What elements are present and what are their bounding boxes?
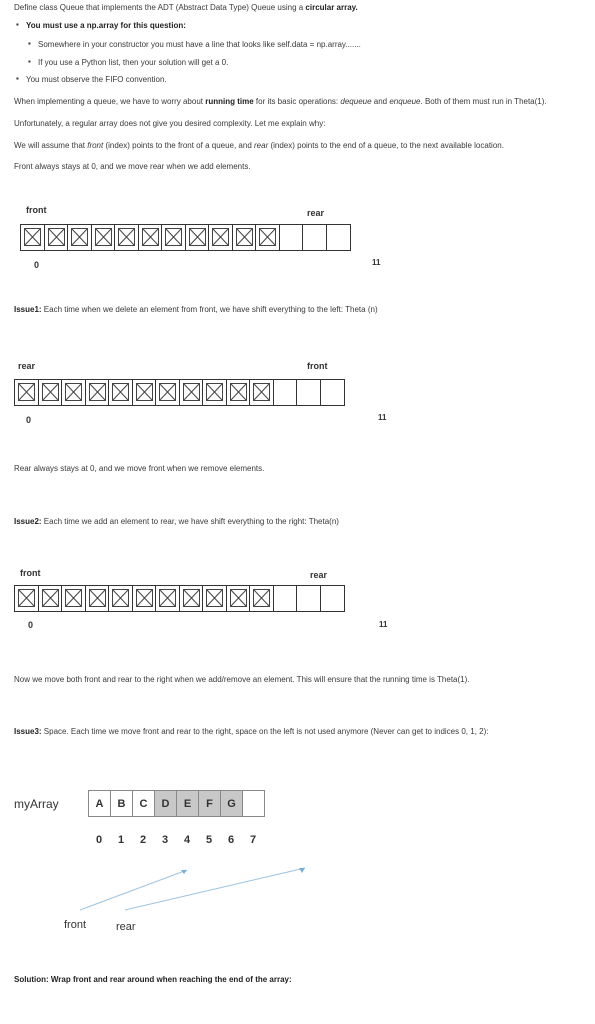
occupied-cell bbox=[44, 224, 69, 251]
crossed-box-icon bbox=[212, 228, 229, 246]
crossed-box-icon bbox=[18, 589, 35, 607]
occupied-cell bbox=[202, 585, 227, 612]
front-label: front bbox=[20, 568, 41, 578]
crossed-box-icon bbox=[136, 383, 153, 401]
paragraph-unfortunately: Unfortunately, a regular array does not give you desired complexity. Let me explain why: bbox=[14, 119, 326, 128]
my-array-label: myArray bbox=[14, 797, 59, 811]
index-0: 0 bbox=[26, 415, 32, 425]
pointer-arrows bbox=[0, 785, 595, 945]
crossed-box-icon bbox=[18, 383, 35, 401]
sub-bullet-constructor: ▪ Somewhere in your constructor you must have a line that looks like self.data = np.array....... bbox=[38, 40, 361, 49]
issue2-line bbox=[14, 517, 339, 526]
empty-cell bbox=[320, 379, 345, 406]
crossed-box-icon bbox=[42, 589, 59, 607]
occupied-cell bbox=[61, 379, 86, 406]
p3-text-2: (index) points to the front of a queue, and bbox=[103, 141, 254, 150]
occupied-cell bbox=[132, 585, 157, 612]
occupied-cell bbox=[85, 379, 110, 406]
empty-cell bbox=[273, 379, 298, 406]
crossed-box-icon bbox=[259, 228, 276, 246]
crossed-box-icon bbox=[236, 228, 253, 246]
solution-line: Solution: Wrap front and rear around when reaching the end of the array: bbox=[14, 975, 292, 984]
empty-cell bbox=[326, 224, 351, 251]
crossed-box-icon bbox=[42, 383, 59, 401]
my-array-cell: G bbox=[220, 790, 243, 817]
occupied-cell bbox=[249, 585, 274, 612]
empty-cell bbox=[279, 224, 304, 251]
occupied-cell bbox=[14, 379, 39, 406]
array-cells bbox=[14, 585, 343, 612]
occupied-cell bbox=[155, 379, 180, 406]
crossed-box-icon bbox=[65, 589, 82, 607]
my-array-index: 1 bbox=[117, 834, 125, 846]
occupied-cell bbox=[114, 224, 139, 251]
index-11: 11 bbox=[379, 620, 388, 629]
index-0: 0 bbox=[28, 620, 34, 630]
front-pointer-label: front bbox=[64, 919, 87, 931]
my-array-index: 0 bbox=[95, 834, 103, 846]
rear-pointer-label: rear bbox=[116, 921, 136, 933]
crossed-box-icon bbox=[71, 228, 88, 246]
crossed-box-icon bbox=[118, 228, 135, 246]
occupied-cell bbox=[155, 585, 180, 612]
rear-label: rear bbox=[18, 361, 36, 371]
paragraph-running-time bbox=[14, 97, 547, 106]
occupied-cell bbox=[232, 224, 257, 251]
occupied-cell bbox=[132, 379, 157, 406]
my-array-index: 5 bbox=[205, 834, 213, 846]
my-array-cell: C bbox=[132, 790, 155, 817]
issue2-label: Issue2: bbox=[14, 517, 42, 526]
occupied-cell bbox=[38, 585, 63, 612]
p1-text-2: for its basic operations: bbox=[253, 97, 341, 106]
crossed-box-icon bbox=[183, 383, 200, 401]
occupied-cell bbox=[179, 379, 204, 406]
crossed-box-icon bbox=[189, 228, 206, 246]
my-array-cell: E bbox=[176, 790, 199, 817]
empty-cell bbox=[273, 585, 298, 612]
crossed-box-icon bbox=[159, 383, 176, 401]
empty-cell bbox=[296, 379, 321, 406]
crossed-box-icon bbox=[159, 589, 176, 607]
occupied-cell bbox=[249, 379, 274, 406]
empty-cell bbox=[320, 585, 345, 612]
front-label: front bbox=[307, 361, 328, 371]
my-array-index: 6 bbox=[227, 834, 235, 846]
running-time-emphasis: running time bbox=[205, 97, 254, 106]
array-cells bbox=[14, 379, 343, 406]
issue3-line bbox=[14, 727, 488, 736]
queue-diagram-1 bbox=[0, 200, 595, 280]
occupied-cell bbox=[61, 585, 86, 612]
crossed-box-icon bbox=[183, 589, 200, 607]
occupied-cell bbox=[14, 585, 39, 612]
bullet-fifo: ▪ You must observe the FIFO convention. bbox=[26, 75, 167, 84]
occupied-cell bbox=[91, 224, 116, 251]
rear-term: rear bbox=[254, 141, 269, 150]
my-array-cell: F bbox=[198, 790, 221, 817]
bullet-np-array: ▪ You must use a np.array for this question: bbox=[26, 21, 186, 30]
crossed-box-icon bbox=[48, 228, 65, 246]
array-cells bbox=[20, 224, 349, 251]
crossed-box-icon bbox=[230, 589, 247, 607]
issue1-text: Each time when we delete an element from front, we have shift everything to the left: Theta (n) bbox=[41, 305, 378, 314]
intro-text: Define class Queue that implements the ADT (Abstract Data Type) Queue using a bbox=[14, 3, 306, 12]
front-label: front bbox=[26, 205, 47, 215]
occupied-cell bbox=[208, 224, 233, 251]
occupied-cell bbox=[20, 224, 45, 251]
occupied-cell bbox=[67, 224, 92, 251]
index-11: 11 bbox=[378, 413, 387, 422]
p1-text-3: and bbox=[371, 97, 390, 106]
empty-cell bbox=[296, 585, 321, 612]
rear-arrowhead bbox=[299, 868, 305, 873]
rear-label: rear bbox=[307, 208, 325, 218]
occupied-cell bbox=[38, 379, 63, 406]
my-array-index: 3 bbox=[161, 834, 169, 846]
my-array-cell: B bbox=[110, 790, 133, 817]
move-both-note: Now we move both front and rear to the right when we add/remove an element. This will ensure that the running time is Theta(1). bbox=[14, 675, 470, 684]
crossed-box-icon bbox=[253, 383, 270, 401]
paragraph-front-stays: Front always stays at 0, and we move rear when we add elements. bbox=[14, 162, 251, 171]
p1-text: When implementing a queue, we have to worry about bbox=[14, 97, 206, 106]
crossed-box-icon bbox=[112, 383, 129, 401]
p3-text: We will assume that bbox=[14, 141, 88, 150]
my-array-cell: A bbox=[88, 790, 111, 817]
issue1-line bbox=[14, 305, 378, 314]
crossed-box-icon bbox=[95, 228, 112, 246]
intro-line bbox=[14, 3, 358, 12]
front-term: front bbox=[87, 141, 104, 150]
p1-text-4: . Both of them must run in Theta(1). bbox=[420, 97, 547, 106]
queue-diagram-3 bbox=[0, 562, 595, 642]
my-array-diagram bbox=[0, 785, 595, 945]
index-11: 11 bbox=[372, 258, 381, 267]
rear-stays-note: Rear always stays at 0, and we move front when we remove elements. bbox=[14, 464, 265, 473]
rear-label: rear bbox=[310, 570, 328, 580]
crossed-box-icon bbox=[230, 383, 247, 401]
occupied-cell bbox=[226, 585, 251, 612]
crossed-box-icon bbox=[136, 589, 153, 607]
sub-bullet-python-list: ▪ If you use a Python list, then your solution will get a 0. bbox=[38, 58, 228, 67]
paragraph-assumption bbox=[14, 141, 504, 150]
occupied-cell bbox=[179, 585, 204, 612]
occupied-cell bbox=[185, 224, 210, 251]
p3-text-3: (index) points to the end of a queue, to the next available location. bbox=[268, 141, 504, 150]
rear-arrow bbox=[125, 868, 305, 910]
queue-diagram-2 bbox=[0, 355, 595, 435]
my-array-index: 4 bbox=[183, 834, 191, 846]
occupied-cell bbox=[138, 224, 163, 251]
crossed-box-icon bbox=[24, 228, 41, 246]
occupied-cell bbox=[161, 224, 186, 251]
front-arrow bbox=[80, 870, 187, 910]
crossed-box-icon bbox=[89, 589, 106, 607]
occupied-cell bbox=[255, 224, 280, 251]
crossed-box-icon bbox=[142, 228, 159, 246]
occupied-cell bbox=[85, 585, 110, 612]
enqueue-term: enqueue bbox=[389, 97, 421, 106]
issue1-label: Issue1: bbox=[14, 305, 42, 314]
crossed-box-icon bbox=[206, 589, 223, 607]
my-array-index: 2 bbox=[139, 834, 147, 846]
crossed-box-icon bbox=[89, 383, 106, 401]
occupied-cell bbox=[108, 379, 133, 406]
index-0: 0 bbox=[34, 260, 40, 270]
crossed-box-icon bbox=[112, 589, 129, 607]
occupied-cell bbox=[108, 585, 133, 612]
my-array-cell: D bbox=[154, 790, 177, 817]
empty-cell bbox=[302, 224, 327, 251]
dequeue-term: dequeue bbox=[340, 97, 372, 106]
crossed-box-icon bbox=[65, 383, 82, 401]
crossed-box-icon bbox=[206, 383, 223, 401]
circular-array-emphasis: circular array. bbox=[305, 3, 358, 12]
my-array-index: 7 bbox=[249, 834, 257, 846]
occupied-cell bbox=[226, 379, 251, 406]
crossed-box-icon bbox=[253, 589, 270, 607]
issue3-label: Issue3: bbox=[14, 727, 42, 736]
issue3-text: Space. Each time we move front and rear to the right, space on the left is not used anymore (Never can get to indices 0, 1, 2): bbox=[41, 727, 489, 736]
issue2-text: Each time we add an element to rear, we have shift everything to the right: Theta(n) bbox=[41, 517, 339, 526]
occupied-cell bbox=[202, 379, 227, 406]
crossed-box-icon bbox=[165, 228, 182, 246]
